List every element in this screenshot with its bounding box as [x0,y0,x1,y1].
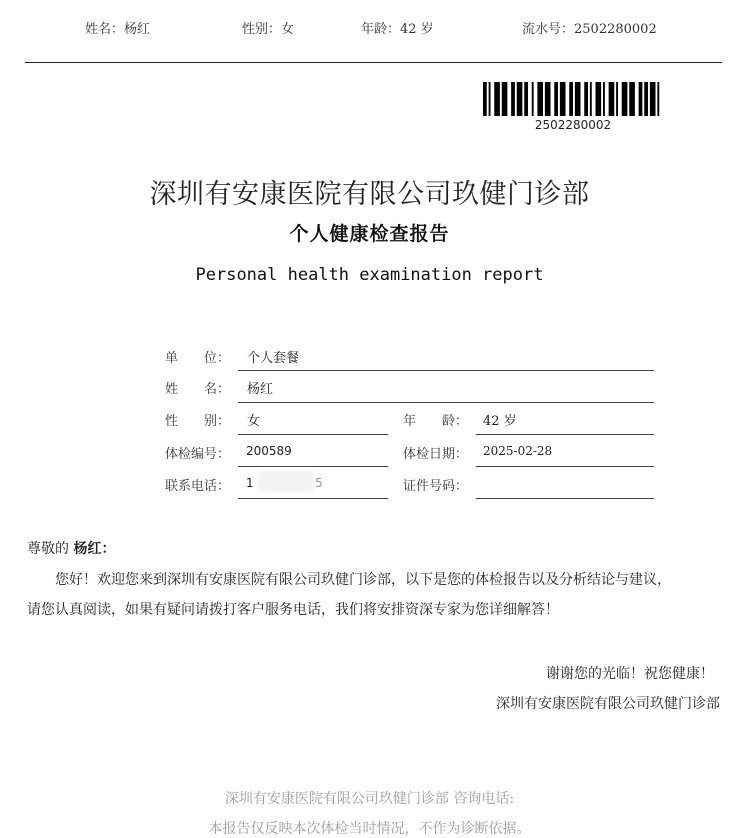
phone-label: 联系电话： [165,479,231,494]
salutation-prefix: 尊敬的 [27,541,69,557]
unit-underline [238,370,654,371]
exam-date-label: 体检日期： [403,447,469,462]
barcode-bar [616,82,618,116]
report-title-cn: 个人健康检查报告 [289,223,450,245]
barcode-bar [629,82,635,116]
phone-redaction [258,470,314,492]
letter-line-2: 请您认真阅读，如果有疑问请拨打客户服务电话，我们将安排资深专家为您详细解答！ [27,602,559,618]
age-label: 年 龄： [403,414,469,429]
id-underline [476,498,654,499]
name-underline [238,402,654,403]
footer-contact: 深圳有安康医院有限公司玖健门诊部 咨询电话: [224,791,515,807]
age-underline [476,434,654,435]
barcode-bar [639,82,643,116]
unit-label: 单 位： [165,351,231,366]
phone-value-end: 5 [315,476,323,490]
barcode-bar [575,82,581,116]
name-value: 杨红 [247,382,274,397]
gender-underline [238,434,388,435]
header-name: 姓名：杨红 [85,22,151,37]
unit-value: 个人套餐 [247,351,300,366]
barcode-bar [569,82,573,116]
exam-date-underline [476,466,654,467]
header-divider [25,62,722,63]
barcode-bar [644,82,648,116]
footer-disclaimer: 本报告仅反映本次体检当时情况，不作为诊断依据。 [208,821,531,837]
letter-line-1: 您好！欢迎您来到深圳有安康医院有限公司玖健门诊部，以下是您的体检报告以及分析结论与建议， [55,572,671,588]
phone-value-start: 1 [246,476,254,490]
barcode-bar [537,82,543,116]
barcode-bar [489,82,491,116]
exam-date-value: 2025-02-28 [483,444,553,458]
barcode-bar [584,82,588,116]
name-label: 姓 名： [165,382,231,397]
barcode-bar [532,82,534,116]
age-value: 42 岁 [483,414,517,429]
barcode-bar [554,82,558,116]
barcode-bar [502,82,508,116]
barcode-bar [524,82,528,116]
report-title-en: Personal health examination report [195,265,544,285]
exam-number-label: 体检编号： [165,447,231,462]
barcode-bar [657,82,659,116]
barcode-image [483,82,663,116]
barcode-bar [517,82,523,116]
gender-label: 性 别： [165,414,231,429]
institution-title: 深圳有安康医院有限公司玖健门诊部 [149,179,590,210]
id-label: 证件号码： [403,479,469,494]
header-serial-number: 流水号：2502280002 [522,22,657,37]
barcode-bar [560,82,566,116]
barcode-bar [590,82,592,116]
barcode-bar [622,82,628,116]
salutation-name: 杨红： [73,541,116,557]
phone-underline [238,498,388,499]
gender-value: 女 [247,414,261,429]
letter-signature: 深圳有安康医院有限公司玖健门诊部 [496,696,720,712]
salutation [27,538,115,558]
barcode-bar [650,82,656,116]
barcode-bar [494,82,500,116]
header-age: 年龄：42 岁 [361,22,434,37]
exam-number-underline [238,466,388,467]
header-gender: 性别：女 [242,22,295,37]
barcode-bar [603,82,605,116]
barcode-bar [483,82,487,116]
barcode-bar [609,82,615,116]
barcode-number: 2502280002 [534,118,612,132]
barcode-bar [511,82,515,116]
exam-number-value: 200589 [246,444,292,458]
barcode-bar [545,82,551,116]
barcode-bar [596,82,602,116]
letter-thanks: 谢谢您的光临！祝您健康！ [546,666,714,682]
